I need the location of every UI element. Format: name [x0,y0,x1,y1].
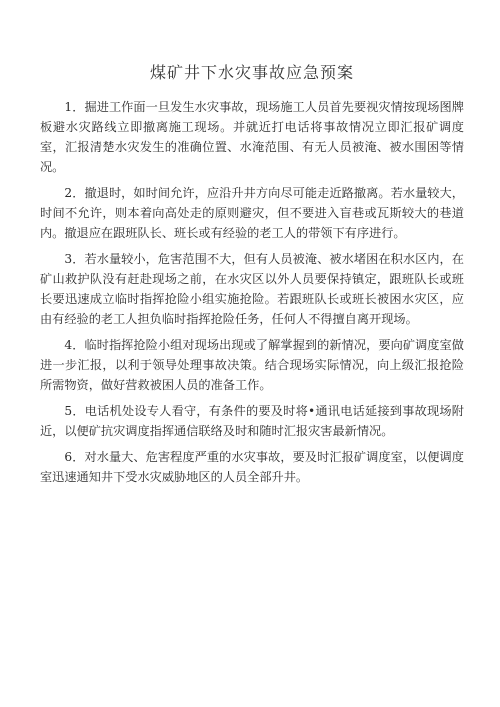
paragraph-3: 3．若水量较小，危害范围不大，但有人员被淹、被水堵困在积水区内，在矿山救护队没有赶赴现场之前，在水灾区以外人员要保持镇定，跟班队长或班长要迅速成立临时指挥抢险小组实施抢险。若跟班队长或班长被困水灾区，应由有经验的老工人担负临时指挥抢险任务，任何人不得擅自离开现场。 [40,252,464,326]
document-page [40,60,464,493]
paragraph-1: 1．掘进工作面一旦发生水灾事故，现场施工人员首先要视灾情按现场图牌板避水灾路线立即撤离施工现场。并就近打电话将事故情况立即汇报矿调度室，汇报清楚水灾发生的准确位置、水淹范围、有无人员被淹、被水围困等情况。 [40,100,464,174]
document-title: 煤矿井下水灾事故应急预案 [149,63,354,82]
paragraph-6: 6．对水量大、危害程度严重的水灾事故，要及时汇报矿调度室，以便调度室迅速通知井下受水灾威胁地区的人员全部升井。 [40,450,464,484]
paragraph-2: 2．撤退时，如时间允许，应沿升井方向尽可能走近路撤离。若水量较大，时间不允许，则本着向高处走的原则避灾，但不要进入盲巷或瓦斯较大的巷道内。撤退应在跟班队长、班长或有经验的老工人的带领下有序进行。 [40,186,464,240]
paragraph-4: 4．临时指挥抢险小组对现场出现或了解掌握到的新情况，要向矿调度室做进一步汇报，以利于领导处理事故决策。结合现场实际情况，向上级汇报抢险所需物资，做好营救被困人员的准备工作。 [40,338,464,392]
paragraph-5: 5．电话机处设专人看守，有条件的要及时将•通讯电话延接到事故现场附近，以便矿抗灾调度指挥通信联络及时和随时汇报灾害最新情况。 [40,404,464,438]
